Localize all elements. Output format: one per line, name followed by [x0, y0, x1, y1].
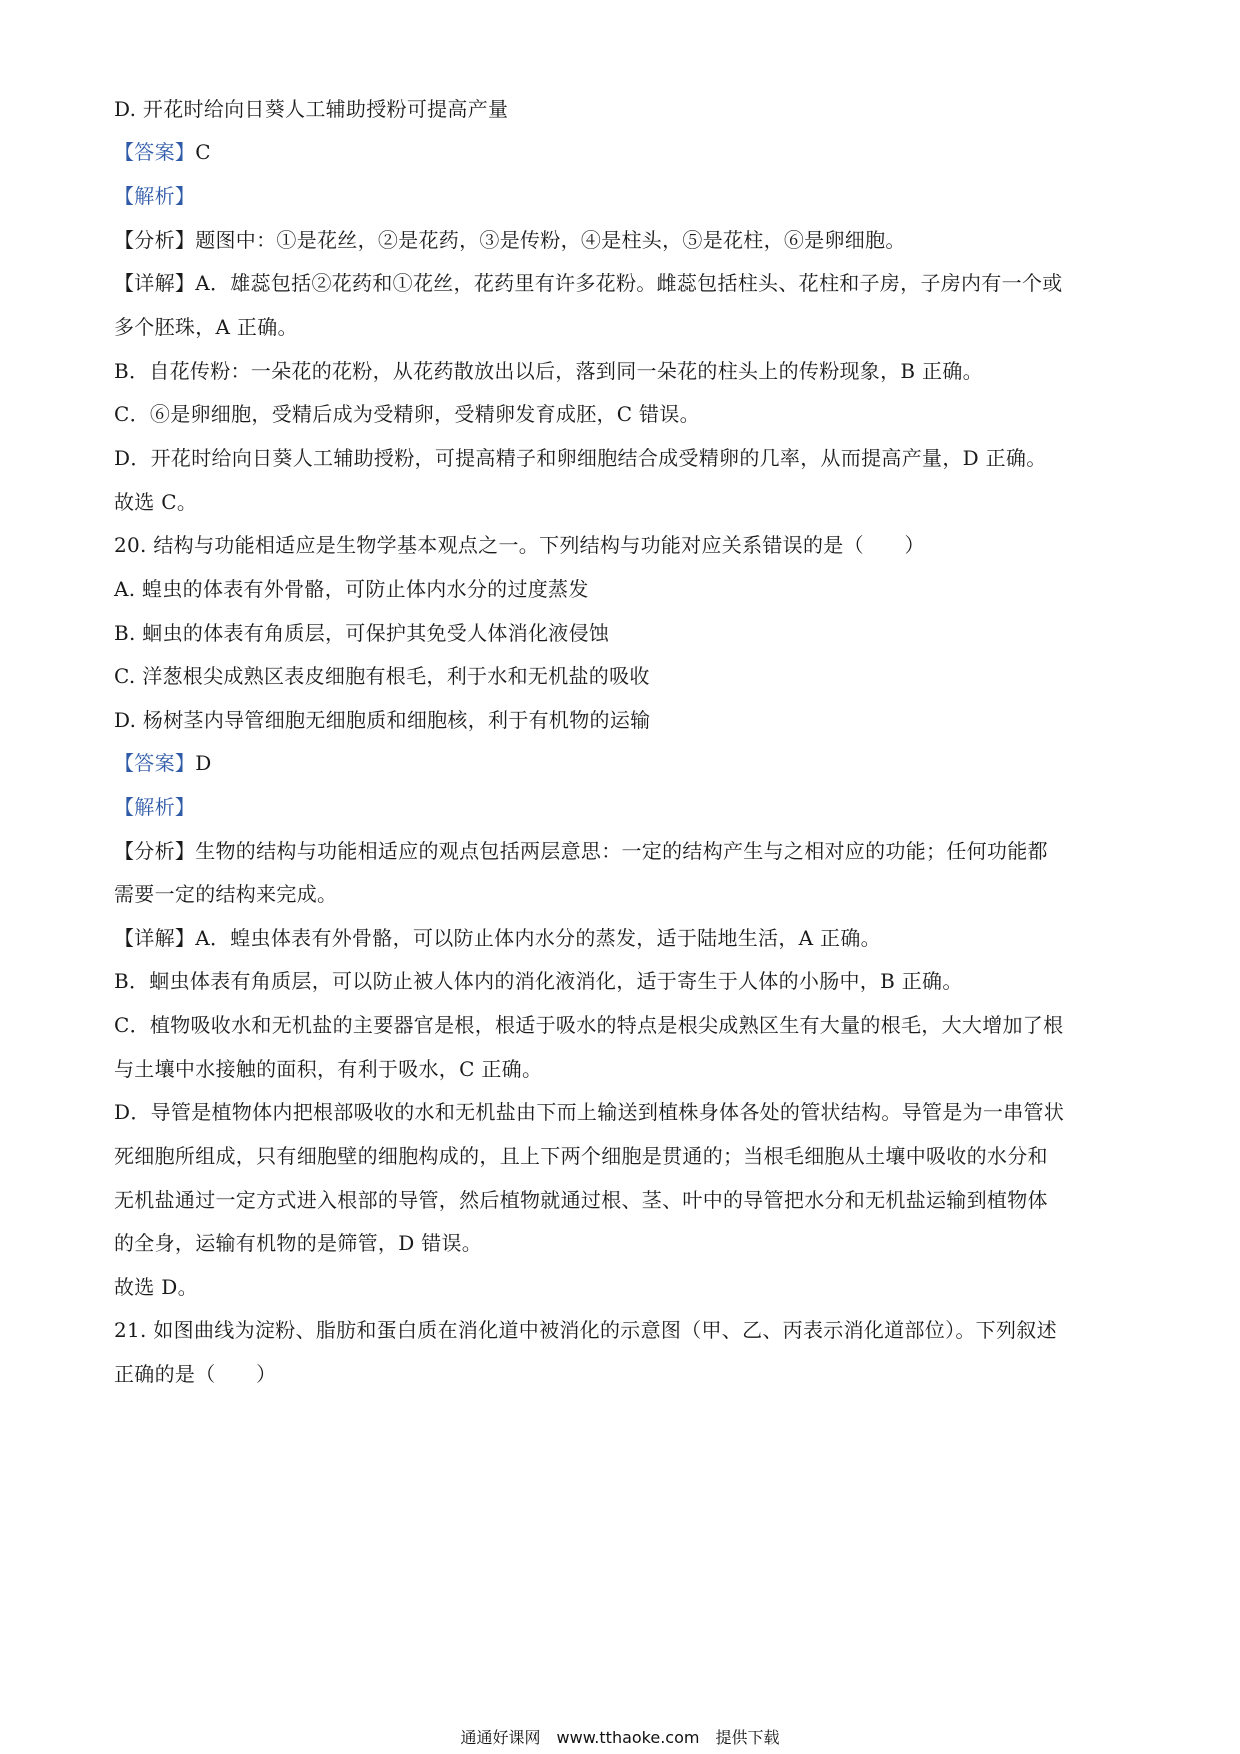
- page-footer: 通通好课网 www.tthaoke.com 提供下载: [460, 1728, 780, 1747]
- question-20: 20. 结构与功能相适应是生物学基本观点之一。下列结构与功能对应关系错误的是（ ）: [114, 533, 925, 557]
- detail-text: 死细胞所组成，只有细胞壁的细胞构成的，且上下两个细胞是贯通的；当根毛细胞从土壤中吸收的水分和: [114, 1144, 1048, 1168]
- answer-line-q19: [114, 137, 1134, 167]
- analysis-text: 需要一定的结构来完成。: [114, 882, 338, 906]
- detail-text: C．⑥是卵细胞，受精后成为受精卵，受精卵发育成胚，C 错误。: [114, 402, 700, 426]
- detail-text: 与土壤中水接触的面积，有利于吸水，C 正确。: [114, 1057, 543, 1081]
- answer-line-q20: [114, 748, 1134, 778]
- analysis-text: 【分析】生物的结构与功能相适应的观点包括两层意思：一定的结构产生与之相对应的功能；任何功能都: [114, 839, 1048, 863]
- detail-text: 的全身，运输有机物的是筛管，D 错误。: [114, 1231, 483, 1255]
- option-d: D. 杨树茎内导管细胞无细胞质和细胞核，利于有机物的运输: [114, 708, 651, 732]
- answer-label: 【答案】: [114, 751, 196, 775]
- detail-text: 多个胚珠，A 正确。: [114, 315, 298, 339]
- answer-value: D: [195, 751, 212, 775]
- answer-label: 【答案】: [114, 140, 196, 164]
- detail-text: B．蛔虫体表有角质层，可以防止被人体内的消化液消化，适于寄生于人体的小肠中，B 正确。: [114, 969, 963, 993]
- detail-text: C．植物吸收水和无机盐的主要器官是根，根适于吸水的特点是根尖成熟区生有大量的根毛，大大增加了根: [114, 1013, 1064, 1037]
- detail-text: 【详解】A．雄蕊包括②花药和①花丝，花药里有许多花粉。雌蕊包括柱头、花柱和子房，子房内有一个或: [114, 271, 1063, 295]
- option-c: C. 洋葱根尖成熟区表皮细胞有根毛，利于水和无机盐的吸收: [114, 664, 650, 688]
- analysis-label-q19: 【解析】: [114, 184, 196, 208]
- option-d-line: D. 开花时给向日葵人工辅助授粉可提高产量: [114, 97, 509, 121]
- option-a: A. 蝗虫的体表有外骨骼，可防止体内水分的过度蒸发: [114, 577, 589, 601]
- answer-value: C: [195, 140, 211, 164]
- detail-text: 【详解】A．蝗虫体表有外骨骼，可以防止体内水分的蒸发，适于陆地生活，A 正确。: [114, 926, 881, 950]
- detail-text: D．导管是植物体内把根部吸收的水和无机盐由下而上输送到植株身体各处的管状结构。导管是为一串管状: [114, 1100, 1065, 1124]
- detail-text: B．自花传粉：一朵花的花粉，从花药散放出以后，落到同一朵花的柱头上的传粉现象，B 正确。: [114, 359, 983, 383]
- option-b: B. 蛔虫的体表有角质层，可保护其免受人体消化液侵蚀: [114, 621, 610, 645]
- conclusion-text: 故选 D。: [114, 1275, 198, 1299]
- analysis-label-q20: 【解析】: [114, 795, 196, 819]
- conclusion-text: 故选 C。: [114, 490, 198, 514]
- detail-text: 无机盐通过一定方式进入根部的导管，然后植物就通过根、茎、叶中的导管把水分和无机盐运输到植物体: [114, 1188, 1048, 1212]
- question-21: 21. 如图曲线为淀粉、脂肪和蛋白质在消化道中被消化的示意图（甲、乙、丙表示消化道部位）。下列叙述: [114, 1318, 1057, 1342]
- detail-text: D．开花时给向日葵人工辅助授粉，可提高精子和卵细胞结合成受精卵的几率，从而提高产量，D 正确。: [114, 446, 1047, 470]
- analysis-text: 【分析】题图中：①是花丝，②是花药，③是传粉，④是柱头，⑤是花柱，⑥是卵细胞。: [114, 228, 906, 252]
- question-21-cont: 正确的是（ ）: [114, 1362, 277, 1386]
